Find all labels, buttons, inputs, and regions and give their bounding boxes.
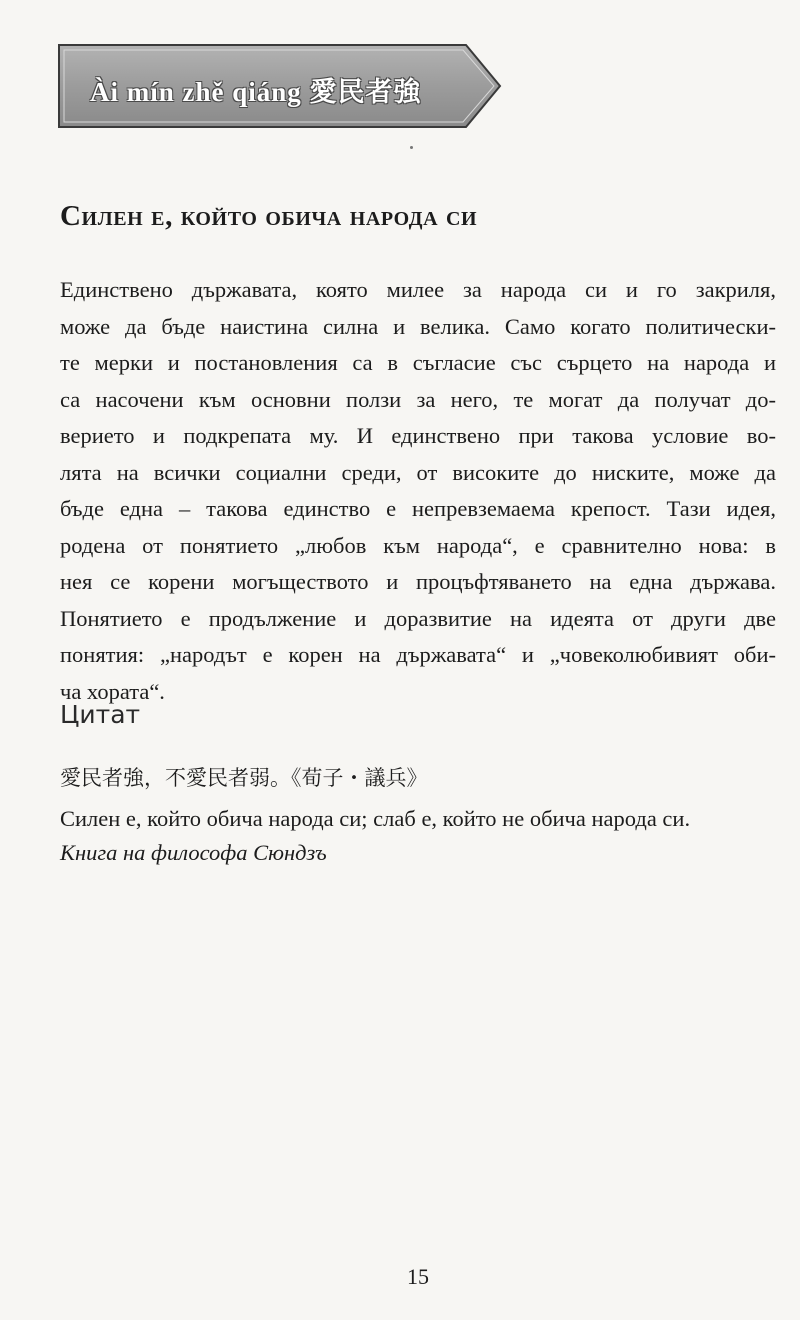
paper-speck bbox=[410, 146, 413, 149]
chapter-banner bbox=[58, 44, 503, 128]
page-number: 15 bbox=[407, 1264, 429, 1289]
quote-section-label: Цитат bbox=[60, 700, 141, 729]
body-line: родена от понятието „любов към народа“, е сравнително нова: в bbox=[60, 532, 776, 558]
body-line: Понятието е продължение и доразвитие на идеята от други две bbox=[60, 605, 776, 631]
quote-translation: Силен е, който обича народа си; слаб е, който не обича народа си. bbox=[60, 806, 691, 831]
banner-title: Ài mín zhě qiáng 愛民者強 bbox=[90, 77, 422, 107]
body-line: нея се корени могъществото и процъфтяването на една държава. bbox=[60, 569, 776, 594]
body-line: те мерки и постановления са в съгласие със сърцето на народа и bbox=[60, 350, 776, 375]
body-line: са насочени към основни ползи за него, те могат да получат до- bbox=[60, 386, 776, 412]
body-line: ча хората“. bbox=[60, 678, 165, 704]
body-line: понятия: „народът е корен на държавата“ и „човеколюбивият оби- bbox=[60, 642, 776, 667]
quote-original-chinese: 愛民者強，不愛民者弱。《荀子・議兵》 bbox=[60, 766, 428, 790]
body-line: Единствено държавата, която милее за народа си и го закриля, bbox=[60, 277, 776, 302]
article-title: Силен е, който обича народа си bbox=[60, 200, 478, 232]
body-line: лята на всички социални среди, от високите до ниските, може да bbox=[60, 459, 776, 485]
body-line: бъде една – такова единство е непревземаема крепост. Тази идея, bbox=[60, 496, 776, 521]
body-line: може да бъде наистина силна и велика. Само когато политически- bbox=[60, 313, 776, 339]
quote-source: Книга на философа Сюндзъ bbox=[60, 840, 327, 865]
article-body bbox=[60, 272, 776, 710]
body-line: верието и подкрепата му. И единствено при такова условие во- bbox=[60, 423, 776, 448]
